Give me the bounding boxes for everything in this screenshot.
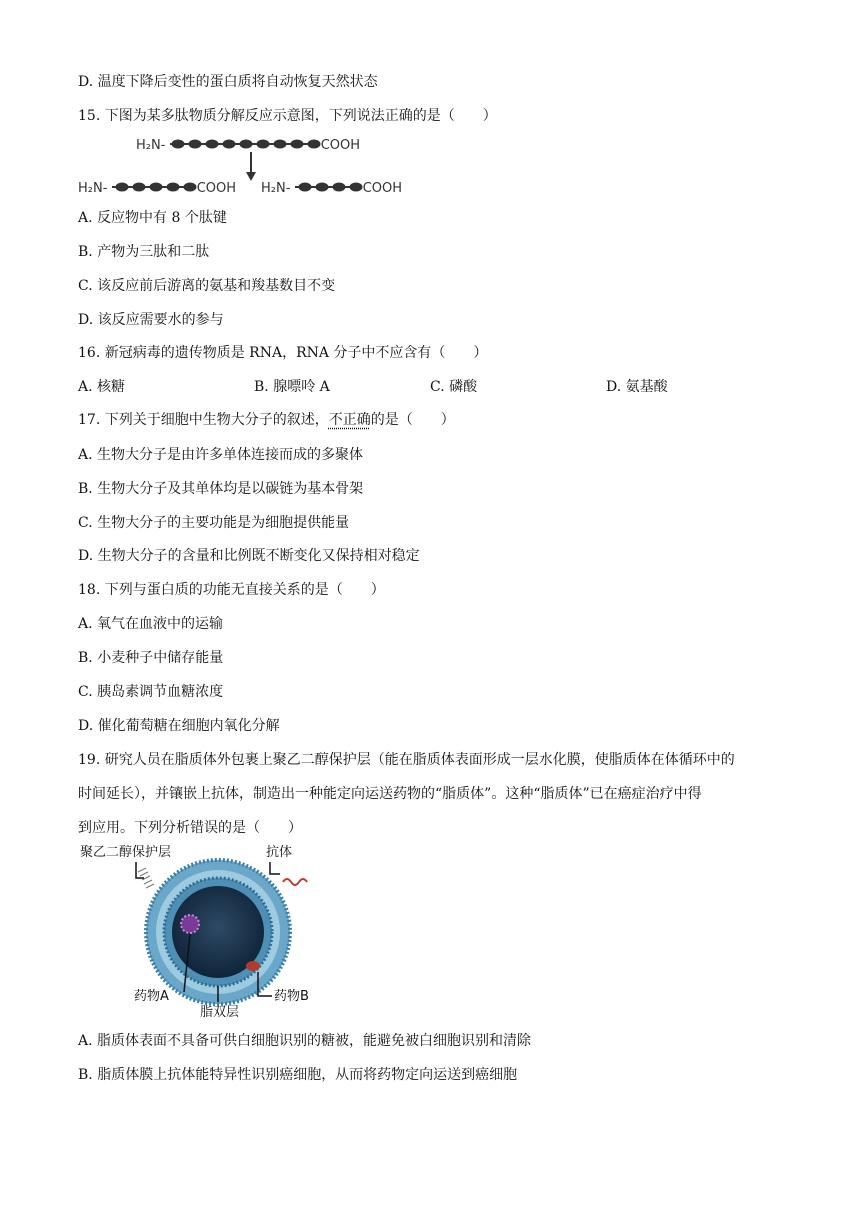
q17-stem-post: 的是（ ） — [370, 412, 455, 428]
q16-option-d: D. 氨基酸 — [606, 379, 668, 395]
q17-stem-pre: 17. 下列关于细胞中生物大分子的叙述， — [78, 412, 329, 428]
top-chain-cooh: -COOH — [316, 138, 361, 153]
peg-label: 聚乙二醇保护层 — [80, 845, 172, 860]
drug-b-label: 药物B — [274, 989, 309, 1004]
q15-option-a: A. 反应物中有 8 个肽键 — [78, 210, 227, 226]
drug-b-icon — [246, 961, 260, 971]
q15-option-c: C. 该反应前后游离的氨基和羧基数目不变 — [78, 278, 336, 294]
right-chain-cooh: -COOH — [358, 181, 403, 196]
antibody-icon — [283, 879, 307, 885]
q15-stem: 15. 下图为某多肽物质分解反应示意图，下列说法正确的是（ ） — [78, 108, 497, 124]
q17-option-c: C. 生物大分子的主要功能是为细胞提供能量 — [78, 515, 350, 531]
drug-a-icon — [181, 915, 199, 933]
right-chain-nh2: H₂N- — [261, 181, 291, 196]
q19-stem-line3: 到应用。下列分析错误的是（ ） — [78, 820, 302, 836]
q17-option-b: B. 生物大分子及其单体均是以碳链为基本骨架 — [78, 481, 364, 497]
polypeptide-hydrolysis-diagram — [78, 132, 418, 198]
antibody-label: 抗体 — [266, 845, 293, 860]
q16-option-c: C. 磷酸 — [430, 379, 478, 395]
q19-stem-line2: 时间延长），并镶嵌上抗体，制造出一种能定向运送药物的“脂质体”。这种“脂质体”已在癌症治疗中得 — [78, 786, 702, 802]
drug-a-label: 药物A — [134, 989, 169, 1004]
q15-option-b: B. 产物为三肽和二肽 — [78, 244, 210, 260]
q16-stem: 16. 新冠病毒的遗传物质是 RNA，RNA 分子中不应含有（ ） — [78, 345, 488, 361]
q19-option-b: B. 脂质体膜上抗体能特异性识别癌细胞，从而将药物定向运送到癌细胞 — [78, 1067, 518, 1083]
q17-stem-emphasis: 不正确 — [328, 412, 371, 428]
q18-stem: 18. 下列与蛋白质的功能无直接关系的是（ ） — [78, 582, 385, 598]
q14-option-d: D. 温度下降后变性的蛋白质将自动恢复天然状态 — [78, 74, 378, 90]
q18-option-d: D. 催化葡萄糖在细胞内氧化分解 — [78, 718, 280, 734]
q17-option-d: D. 生物大分子的含量和比例既不断变化又保持相对稳定 — [78, 548, 420, 564]
q17-option-a: A. 生物大分子是由许多单体连接而成的多聚体 — [78, 447, 364, 463]
q16-option-a: A. 核糖 — [78, 379, 126, 395]
q18-option-b: B. 小麦种子中储存能量 — [78, 650, 224, 666]
q19-option-a: A. 脂质体表面不具备可供白细胞识别的糖被，能避免被白细胞识别和清除 — [78, 1033, 532, 1049]
bilayer-label: 脂双层 — [200, 1005, 240, 1020]
q19-stem-line1: 19. 研究人员在脂质体外包裹上聚乙二醇保护层（能在脂质体表面形成一层水化膜，使脂质体在体循环中的 — [78, 752, 735, 768]
q18-option-c: C. 胰岛素调节血糖浓度 — [78, 684, 224, 700]
q18-option-a: A. 氧气在血液中的运输 — [78, 616, 224, 632]
liposome-diagram — [78, 842, 328, 1022]
q17-stem — [78, 410, 455, 430]
top-chain-nh2: H₂N- — [136, 138, 166, 153]
left-chain-nh2: H₂N- — [78, 181, 108, 196]
q15-option-d: D. 该反应需要水的参与 — [78, 312, 224, 328]
q16-option-b: B. 腺嘌呤 A — [254, 379, 330, 395]
left-chain-cooh: -COOH — [192, 181, 237, 196]
